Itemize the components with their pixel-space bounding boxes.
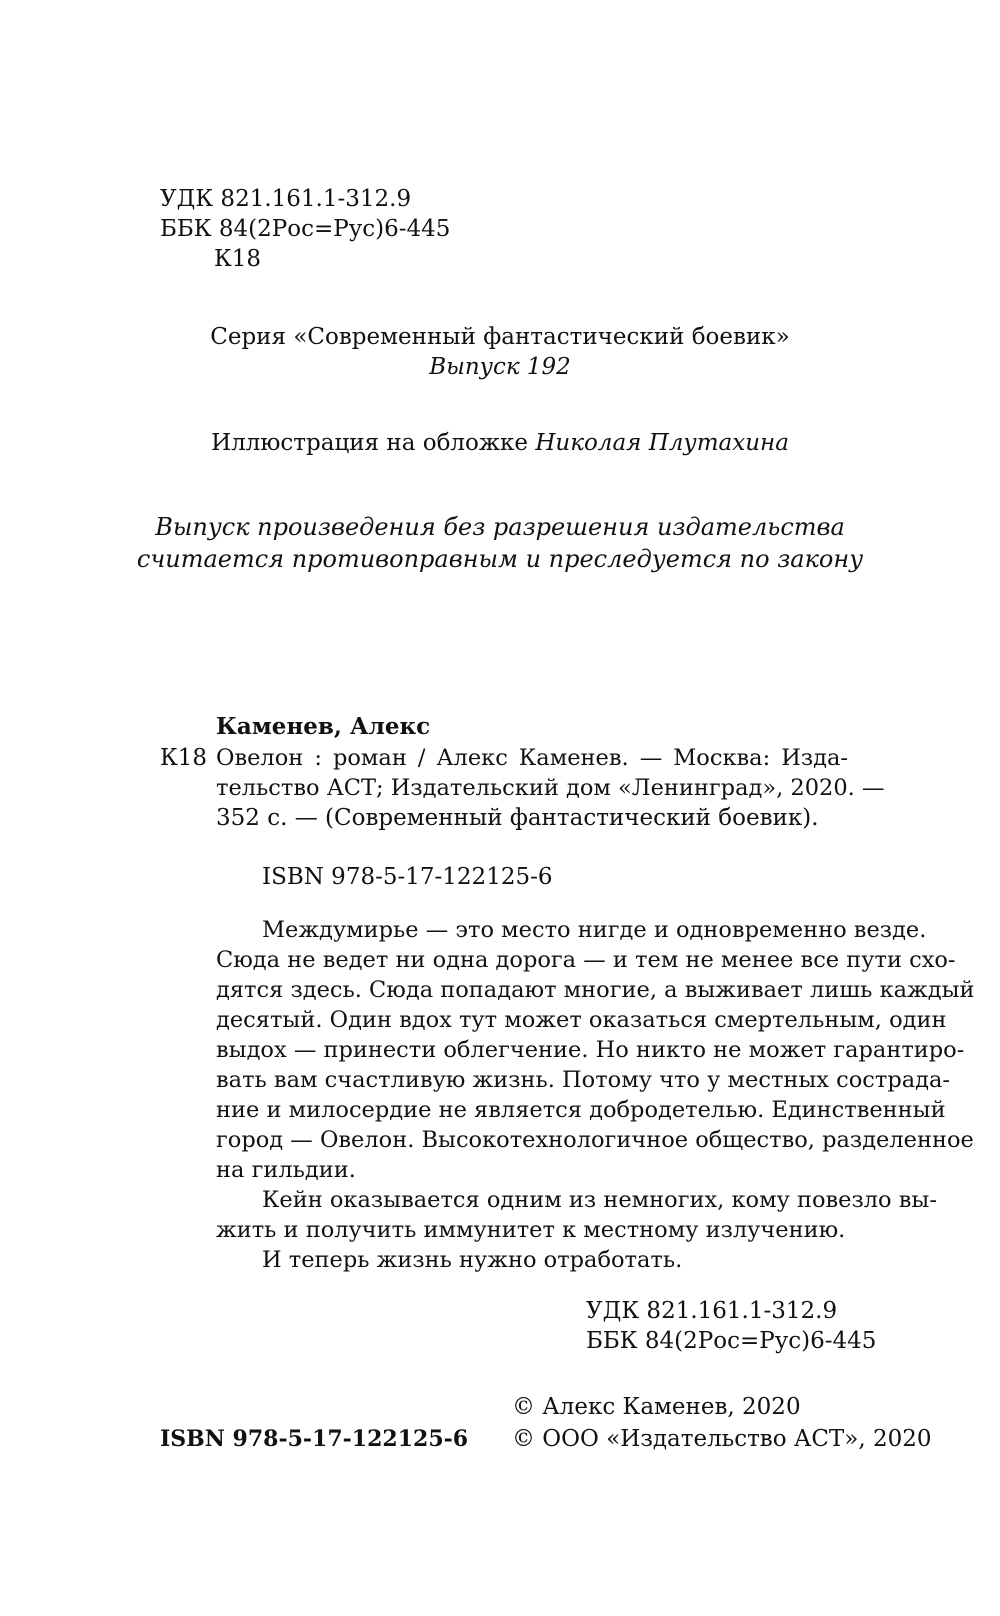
catalog-isbn: ISBN 978-5-17-122125-6 bbox=[262, 864, 553, 890]
annotation-line: дятся здесь. Сюда попадают многие, а выживает лишь каждый bbox=[216, 977, 975, 1003]
series-title: Серия «Современный фантастический боевик» bbox=[210, 324, 790, 350]
catalog-desc-line: Овелон : роман / Алекс Каменев. — Москва: Изда- bbox=[216, 745, 848, 771]
footer-bbk-code: ББК 84(2Рос=Рус)6-445 bbox=[586, 1328, 877, 1354]
udk-code: УДК 821.161.1-312.9 bbox=[160, 186, 412, 212]
isbn-bold: ISBN 978-5-17-122125-6 bbox=[160, 1426, 469, 1452]
illustration-prefix: Иллюстрация на обложке bbox=[211, 430, 536, 456]
copyright-warning-line-1: Выпуск произведения без разрешения издательства bbox=[155, 513, 845, 541]
annotation-line: Междумирье — это место нигде и одновременно везде. bbox=[262, 917, 927, 943]
annotation-line: Кейн оказывается одним из немногих, кому повезло вы- bbox=[262, 1187, 937, 1213]
copyright-warning-line-2: считается противоправным и преследуется по закону bbox=[136, 545, 864, 573]
copyright-author: © Алекс Каменев, 2020 bbox=[512, 1394, 801, 1420]
series-issue: Выпуск 192 bbox=[429, 354, 571, 380]
author-mark-code: К18 bbox=[214, 246, 262, 272]
annotation-line: выдох — принести облегчение. Но никто не может гарантиро- bbox=[216, 1037, 965, 1063]
bbk-code: ББК 84(2Рос=Рус)6-445 bbox=[160, 216, 451, 242]
catalog-code: К18 bbox=[160, 745, 208, 771]
annotation-line: жить и получить иммунитет к местному излучению. bbox=[216, 1217, 846, 1243]
catalog-desc-line: 352 с. — (Современный фантастический боевик). bbox=[216, 805, 819, 831]
annotation-line: десятый. Один вдох тут может оказаться смертельным, один bbox=[216, 1007, 947, 1033]
annotation-line: И теперь жизнь нужно отработать. bbox=[262, 1247, 683, 1273]
illustration-credit bbox=[0, 428, 1000, 458]
annotation-line: ние и милосердие не является добродетелью. Единственный bbox=[216, 1097, 946, 1123]
catalog-author: Каменев, Алекс bbox=[216, 713, 431, 740]
copyright-publisher: © ООО «Издательство АСТ», 2020 bbox=[512, 1426, 932, 1452]
annotation-line: вать вам счастливую жизнь. Потому что у местных сострада- bbox=[216, 1067, 951, 1093]
footer-udk-code: УДК 821.161.1-312.9 bbox=[586, 1298, 838, 1324]
annotation-line: Сюда не ведет ни одна дорога — и тем не менее все пути схо- bbox=[216, 947, 956, 973]
annotation-line: на гильдии. bbox=[216, 1157, 356, 1183]
illustration-artist: Николая Плутахина bbox=[535, 430, 789, 456]
catalog-desc-line: тельство АСТ; Издательский дом «Ленинград», 2020. — bbox=[216, 775, 885, 801]
annotation-line: город — Овелон. Высокотехнологичное общество, разделенное bbox=[216, 1127, 974, 1153]
